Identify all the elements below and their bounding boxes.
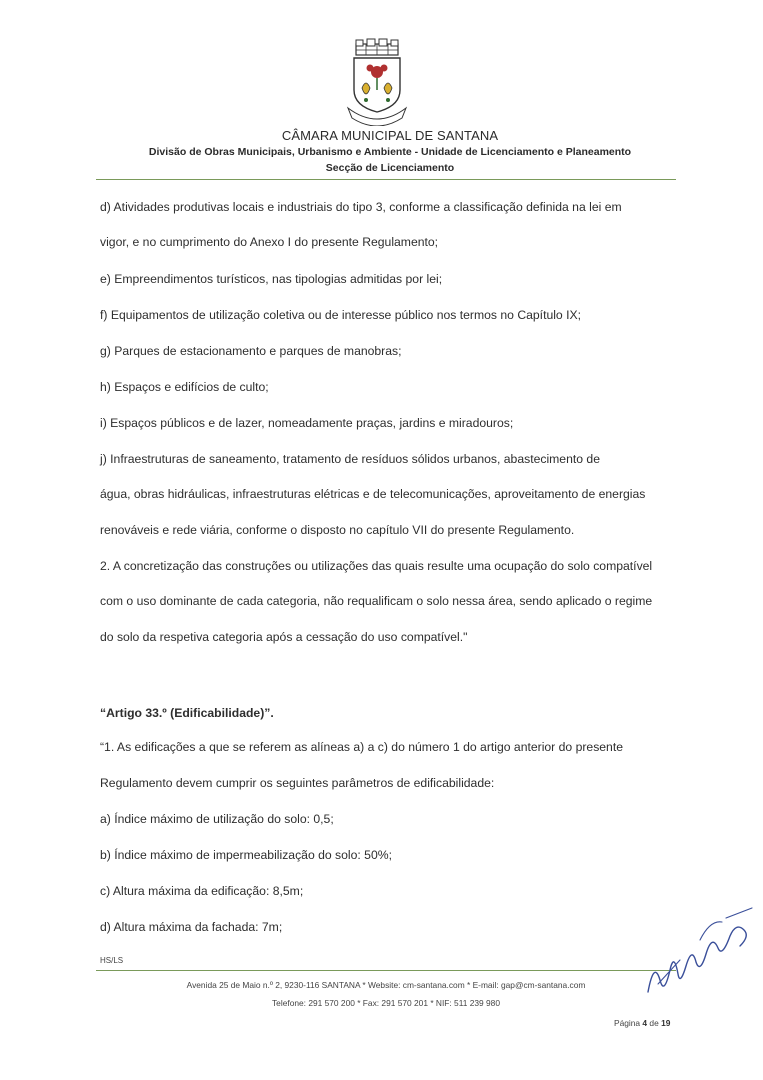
body-line: 2. A concretização das construções ou utilizações das quais resulte uma ocupação do solo compatível — [100, 559, 653, 573]
body-line: água, obras hidráulicas, infraestruturas elétricas e de telecomunicações, aproveitamento de energias — [100, 487, 646, 501]
body-line: e) Empreendimentos turísticos, nas tipologias admitidas por lei; — [100, 272, 443, 286]
division-name: Divisão de Obras Municipais, Urbanismo e Ambiente - Unidade de Licenciamento e Planeamento — [148, 146, 632, 158]
body-line: d) Atividades produtivas locais e industriais do tipo 3, conforme a classificação definida na lei em — [100, 200, 622, 214]
footer-contacts: Telefone: 291 570 200 * Fax: 291 570 201 * NIF: 511 239 980 — [272, 998, 500, 1008]
body-line: i) Espaços públicos e de lazer, nomeadamente praças, jardins e miradouros; — [100, 416, 514, 430]
header-divider — [96, 179, 676, 180]
page-number — [614, 1018, 670, 1028]
body-line: vigor, e no cumprimento do Anexo I do presente Regulamento; — [100, 235, 439, 249]
section-name: Secção de Licenciamento — [325, 162, 455, 174]
municipal-crest-icon — [340, 38, 414, 126]
footer-divider — [96, 970, 676, 971]
institution-title: CÂMARA MUNICIPAL DE SANTANA — [281, 128, 499, 143]
article-line: Regulamento devem cumprir os seguintes parâmetros de edificabilidade: — [100, 776, 495, 790]
article-line: d) Altura máxima da fachada: 7m; — [100, 920, 283, 934]
body-line: renováveis e rede viária, conforme o disposto no capítulo VII do presente Regulamento. — [100, 523, 575, 537]
article-heading: “Artigo 33.º (Edificabilidade)”. — [100, 706, 274, 720]
article-line: c) Altura máxima da edificação: 8,5m; — [100, 884, 304, 898]
page-word: Página — [614, 1018, 641, 1028]
body-line: j) Infraestruturas de saneamento, tratamento de resíduos sólidos urbanos, abastecimento de — [100, 452, 600, 466]
body-line: do solo da respetiva categoria após a cessação do uso compatível." — [100, 630, 468, 644]
signature-icon — [640, 900, 758, 1010]
article-line: a) Índice máximo de utilização do solo: 0,5; — [100, 812, 334, 826]
footer-address: Avenida 25 de Maio n.º 2, 9230-116 SANTANA * Website: cm-santana.com * E-mail: gap@cm-santana.com — [186, 980, 586, 990]
body-line: h) Espaços e edifícios de culto; — [100, 380, 269, 394]
page-of: de — [649, 1018, 659, 1028]
body-line: f) Equipamentos de utilização coletiva ou de interesse público nos termos no Capítulo IX; — [100, 308, 582, 322]
page-current: 4 — [642, 1018, 648, 1028]
body-line: g) Parques de estacionamento e parques de manobras; — [100, 344, 402, 358]
page-total: 19 — [661, 1018, 671, 1028]
article-line: “1. As edificações a que se referem as alíneas a) a c) do número 1 do artigo anterior do presente — [100, 740, 624, 754]
author-initials: HS/LS — [100, 956, 124, 965]
article-line: b) Índice máximo de impermeabilização do solo: 50%; — [100, 848, 392, 862]
body-line: com o uso dominante de cada categoria, não requalificam o solo nessa área, sendo aplicado o regime — [100, 594, 653, 608]
